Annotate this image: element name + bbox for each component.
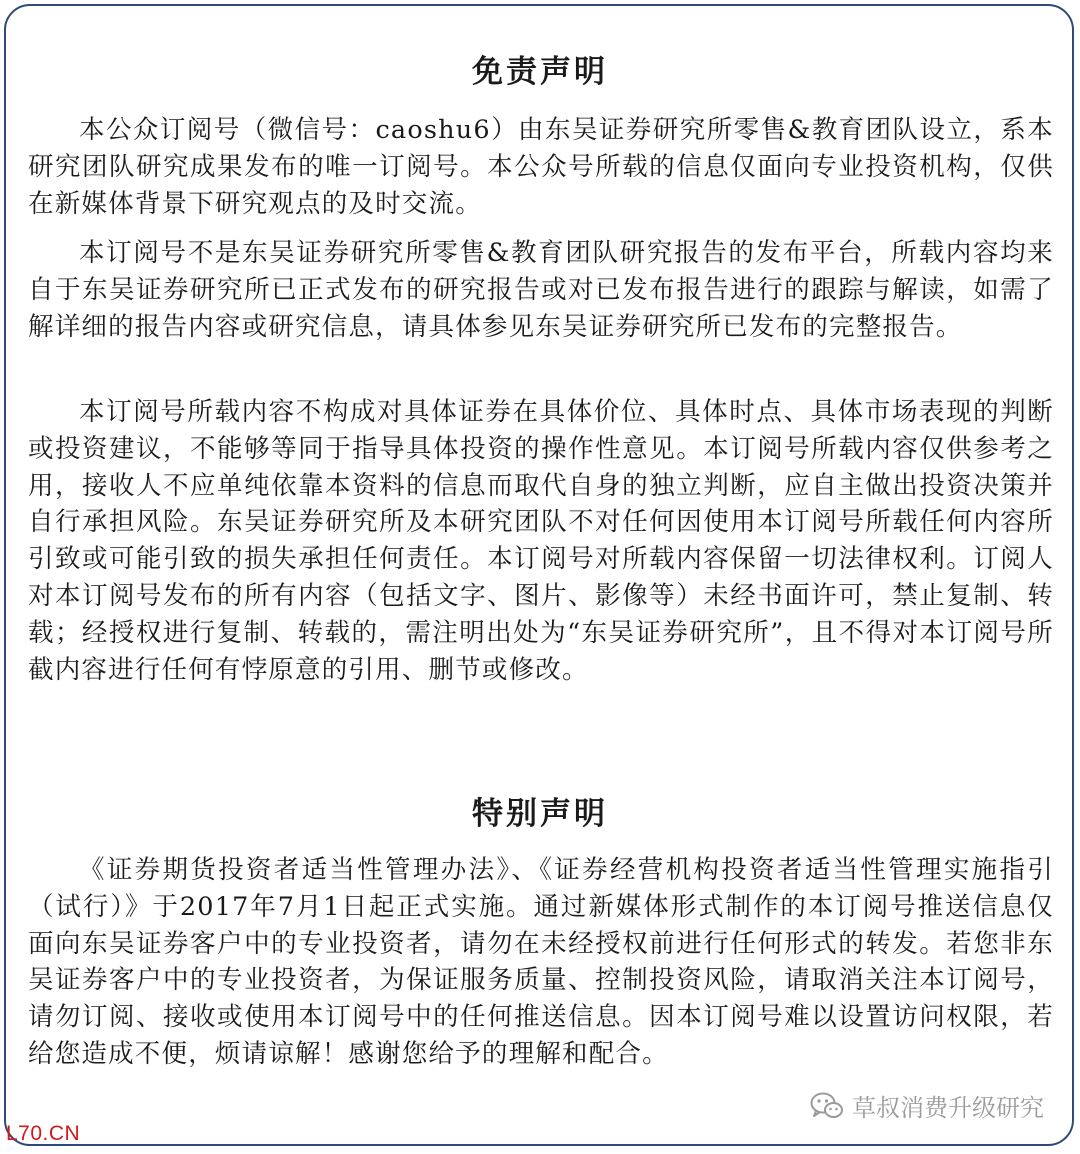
source-tag: L70.CN bbox=[6, 1122, 81, 1145]
wechat-icon bbox=[810, 1091, 844, 1121]
disclaimer-paragraph-3: 本订阅号所载内容不构成对具体证券在具体价位、具体时点、具体市场表现的判断或投资建议，不能够等同于指导具体投资的操作性意见。本订阅号所载内容仅供参考之用，接收人不应单纯依靠本资料的信息而取代自身的独立判断，应自主做出投资决策并自行承担风险。东吴证券研究所及本研究团队不对任何因使用本订阅号所载任何内容所引致或可能引致的损失承担任何责任。本订阅号对所载内容保留一切法律权利。订阅人对本订阅号发布的所有内容（包括文字、图片、影像等）未经书面许可，禁止复制、转载；经授权进行复制、转载的，需注明出处为“东吴证券研究所”，且不得对本订阅号所截内容进行任何有悖原意的引用、删节或修改。 bbox=[28, 397, 1054, 685]
disclaimer-title: 免责声明 bbox=[472, 54, 608, 90]
disclaimer-paragraph-2: 本订阅号不是东吴证券研究所零售&教育团队研究报告的发布平台，所载内容均来自于东吴证券研究所已正式发布的研究报告或对已发布报告进行的跟踪与解读，如需了解详细的报告内容或研究信息，请具体参见东吴证券研究所已发布的完整报告。 bbox=[28, 238, 1054, 342]
watermark-text: 草叔消费升级研究 bbox=[852, 1094, 1044, 1122]
disclaimer-paragraph-1: 本公众订阅号（微信号：caoshu6）由东吴证券研究所零售&教育团队设立，系本研究团队研究成果发布的唯一订阅号。本公众号所载的信息仅面向专业投资机构，仅供在新媒体背景下研究观点的及时交流。 bbox=[28, 115, 1054, 219]
special-statement-title: 特别声明 bbox=[472, 796, 608, 832]
wechat-watermark bbox=[810, 1088, 1044, 1123]
special-statement-paragraph: 《证券期货投资者适当性管理办法》、《证券经营机构投资者适当性管理实施指引（试行）》于2017年7月1日起正式实施。通过新媒体形式制作的本订阅号推送信息仅面向东吴证券客户中的专业投资者，请勿在未经授权前进行任何形式的转发。若您非东吴证券客户中的专业投资者，为保证服务质量、控制投资风险，请取消关注本订阅号，请勿订阅、接收或使用本订阅号中的任何推送信息。因本订阅号难以设置访问权限，若给您造成不便，烦请谅解！感谢您给予的理解和配合。 bbox=[28, 855, 1054, 1069]
